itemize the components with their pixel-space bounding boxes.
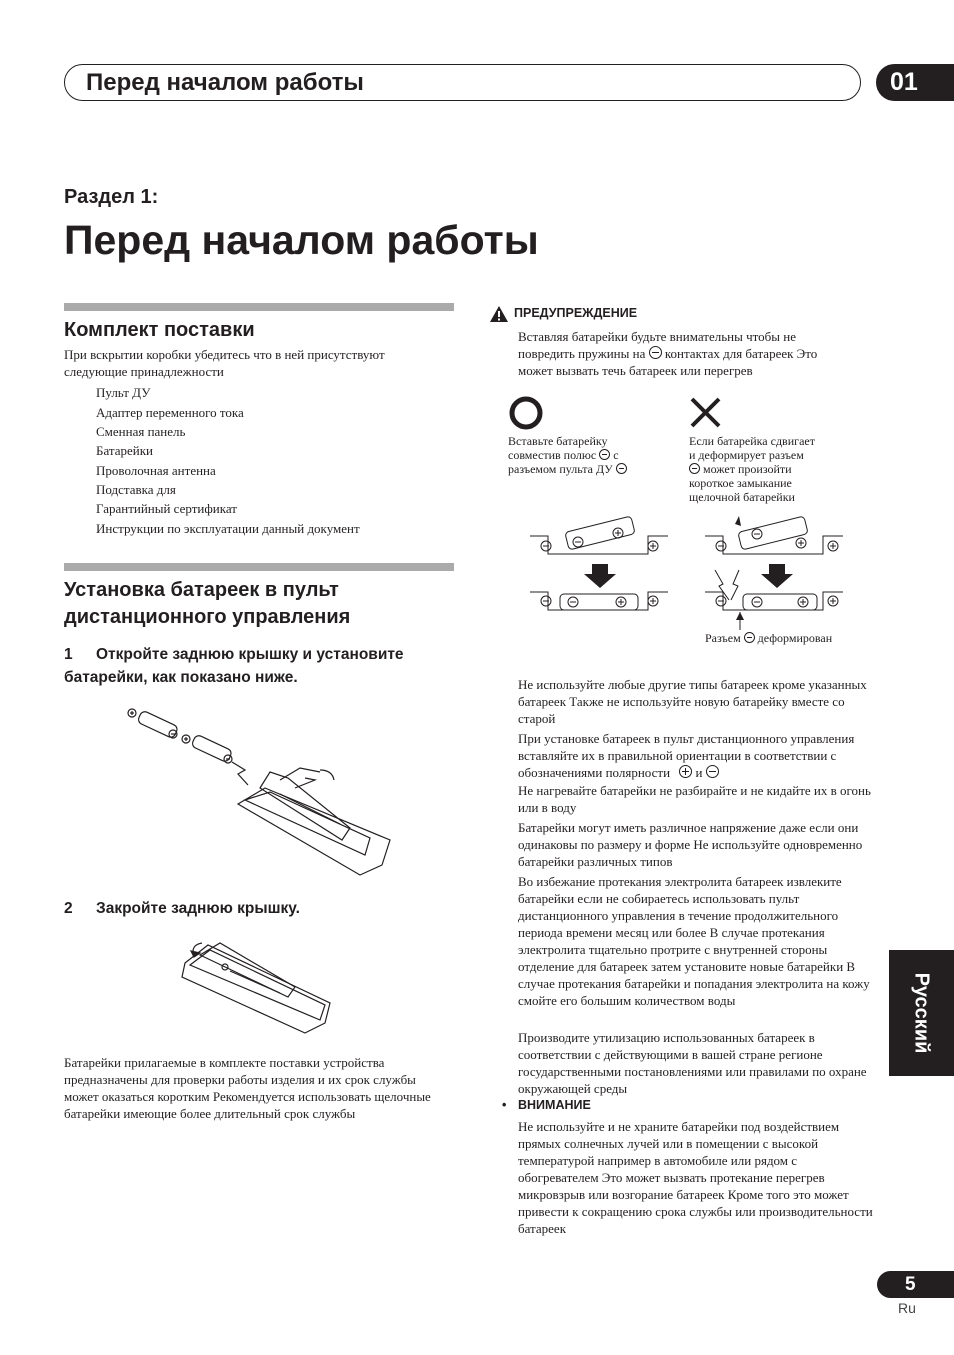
precaution-item: Во избежание протекания электролита батареек извлеките батарейки если не собираетесь использовать пульт дистанционного управления в течение продолжительного периода времени месяц или более В случае протекания электролита тщательно протрите с внутренней стороны отделение для батареек затем установите новые батарейки В случае протекания батарейки и попадания электролита на кожу смойте его большим количеством воды	[518, 874, 870, 1008]
list-item: Гарантийный сертификат	[96, 501, 237, 516]
precaution-item: Батарейки могут иметь различное напряжение даже если они одинаковы по размеру и форме Не используйте одновременно батарейки различных типов	[518, 820, 863, 869]
page-title: Перед началом работы	[64, 217, 539, 263]
step-1-text: Откройте заднюю крышку и установите	[96, 646, 404, 663]
warning-icon	[489, 305, 509, 323]
minus-pole-icon	[599, 449, 610, 460]
incorrect-insertion-diagram	[703, 512, 853, 632]
caution-bullet: •	[502, 1098, 507, 1112]
page-language-code: Ru	[898, 1300, 916, 1316]
warning-heading: ПРЕДУПРЕЖДЕНИЕ	[514, 306, 638, 320]
warning-text-line: повредить пружины на контактах для батареек Это	[518, 346, 818, 361]
chapter-number-badge: 01	[876, 64, 954, 101]
caution-text: Не используйте и не храните батарейки под воздействием прямых солнечных лучей или в помещении с высокой температурой например в автомобиле или рядом с обогревателем Это может вызвать протекание перегрев микровзрыв или возгорание батареек Кроме того это может привести к сокращению срока службы или производительности батареек	[518, 1119, 873, 1236]
warning-text-line: Вставляя батарейки будьте внимательны чтобы не	[518, 329, 796, 344]
section-divider	[64, 303, 454, 311]
step-number: 1	[64, 646, 73, 663]
list-item: Адаптер переменного тока	[96, 405, 244, 420]
list-item: Проволочная антенна	[96, 463, 216, 478]
section-divider	[64, 563, 454, 571]
warning-text-line: может вызвать течь батареек или перегрев	[518, 363, 753, 378]
precaution-item: Не используйте любые другие типы батареек кроме указанных батареек Также не используйте новую батарейку вместе со старой	[518, 677, 867, 726]
minus-pole-icon	[616, 463, 627, 474]
minus-pole-icon	[649, 346, 662, 359]
plus-pole-icon	[679, 765, 692, 778]
correct-insertion-diagram	[528, 512, 673, 622]
remote-open-illustration	[120, 700, 395, 880]
correct-circle-icon	[507, 396, 547, 432]
section-label: Раздел 1:	[64, 186, 159, 208]
minus-pole-icon	[689, 463, 700, 474]
language-tab-label: Русский	[910, 972, 933, 1054]
contents-intro: При вскрытии коробки убедитесь что в ней присутствуют следующие принадлежности	[64, 347, 385, 379]
header-title: Перед началом работы	[86, 69, 364, 96]
incorrect-cross-icon	[688, 395, 724, 431]
list-item: Пульт ДУ	[96, 385, 151, 400]
page-number: 5	[877, 1271, 954, 1298]
correct-caption: Вставьте батарейку совместив полюс с разъемом пульта ДУ	[508, 434, 627, 476]
deformed-caption: Разъем деформирован	[705, 631, 833, 645]
list-item: Подставка для	[96, 482, 176, 497]
step-number: 2	[64, 900, 73, 917]
remote-closed-illustration	[180, 935, 340, 1040]
list-item: Сменная панель	[96, 424, 186, 439]
caution-heading: ВНИМАНИЕ	[518, 1098, 591, 1112]
precaution-item: Не нагревайте батарейки не разбирайте и не кидайте их в огонь или в воду	[518, 783, 871, 815]
battery-note: Батарейки прилагаемые в комплекте поставки устройства предназначены для проверки работы изделия и их срок службы может оказаться коротким Рекомендуется использовать щелочные батарейки имеющие более длительный срок службы	[64, 1055, 431, 1121]
minus-pole-icon	[706, 765, 719, 778]
contents-heading: Комплект поставки	[64, 319, 255, 341]
step-1-text-cont: батарейки, как показано ниже.	[64, 669, 298, 686]
battery-heading-line1: Установка батареек в пульт	[64, 579, 339, 601]
minus-pole-icon	[744, 632, 755, 643]
list-item: Инструкции по эксплуатации данный документ	[96, 521, 360, 536]
step-2-text: Закройте заднюю крышку.	[96, 900, 300, 917]
incorrect-caption: Если батарейка сдвигает и деформирует разъем может произойти короткое замыкание щелочной батарейки	[689, 434, 815, 504]
precaution-item: Производите утилизацию использованных батареек в соответствии с действующими в вашей стране регионе государственными постановлениями или правилами по охране окружающей среды	[518, 1030, 867, 1096]
precaution-item: При установке батареек в пульт дистанционного управления вставляйте их в правильной ориентации в соответствии с обозначениями полярности и	[518, 731, 855, 780]
battery-heading-line2: дистанционного управления	[64, 606, 351, 628]
list-item: Батарейки	[96, 443, 154, 458]
